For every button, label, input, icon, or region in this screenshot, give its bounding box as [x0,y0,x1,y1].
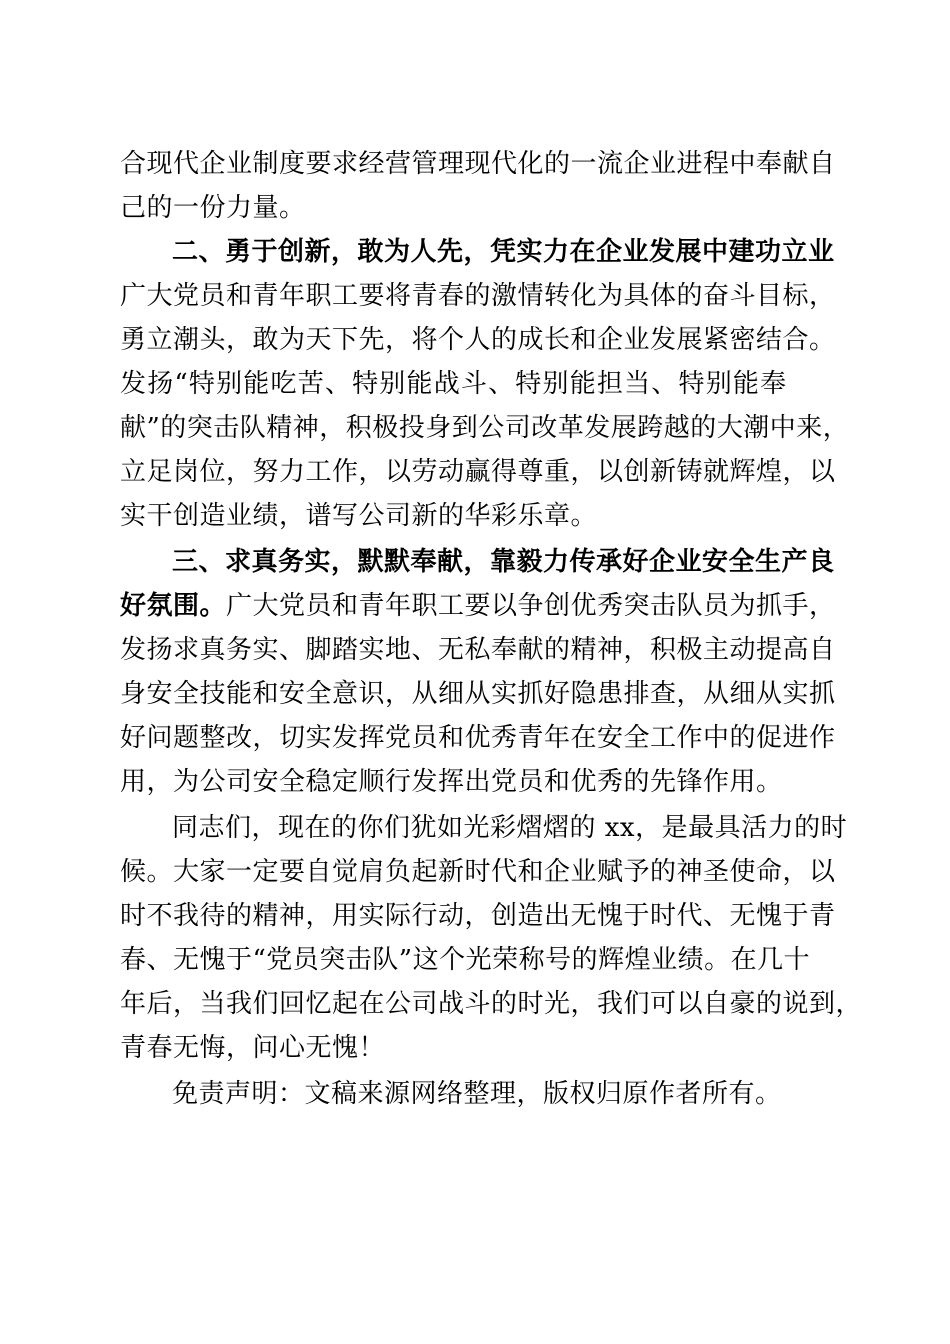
text-line: 时不我待的精神，用实际行动，创造出无愧于时代、无愧于青 [120,901,836,931]
text-line: 勇立潮头，敢为天下先，将个人的成长和企业发展紧密结合。 [120,325,836,355]
text-line: 好问题整改，切实发挥党员和优秀青年在安全工作中的促进作 [120,723,836,753]
text-line: 候。大家一定要自觉肩负起新时代和企业赋予的神圣使命，以 [120,857,836,887]
text-line-mixed [120,588,840,624]
text-line: 立足岗位，努力工作，以劳动赢得尊重，以创新铸就辉煌，以 [120,457,836,487]
text-line: 发扬“特别能吃苦、特别能战斗、特别能担当、特别能奉 [120,369,788,399]
disclaimer: 免责声明：文稿来源网络整理，版权归原作者所有。 [172,1079,782,1109]
text-line: 己的一份力量。 [120,193,306,223]
section-heading-3-tail: 好氛围。 [120,591,227,621]
text-line: 献”的突击队精神，积极投身到公司改革发展跨越的大潮中来， [120,413,850,443]
section-heading-3: 三、求真务实，默默奉献，靠毅力传承好企业安全生产良 [172,547,835,577]
text-line: 发扬求真务实、脚踏实地、无私奉献的精神，积极主动提高自 [120,635,836,665]
paragraph-start: 同志们，现在的你们犹如光彩熠熠的 xx，是最具活力的时 [172,813,848,843]
text-line: 广大党员和青年职工要将青春的激情转化为具体的奋斗目标， [120,281,836,311]
text-line: 合现代企业制度要求经营管理现代化的一流企业进程中奉献自 [120,149,836,179]
text-line: 用，为公司安全稳定顺行发挥出党员和优秀的先锋作用。 [120,767,783,797]
text-segment: 广大党员和青年职工要以争创优秀突击队员为抓手， [226,591,836,621]
text-line: 青春无悔，问心无愧！ [120,1033,386,1063]
text-line: 年后，当我们回忆起在公司战斗的时光，我们可以自豪的说到， [120,989,863,1019]
text-line: 身安全技能和安全意识，从细从实抓好隐患排查，从细从实抓 [120,679,836,709]
section-heading-2: 二、勇于创新，敢为人先，凭实力在企业发展中建功立业 [172,237,835,267]
text-line: 春、无愧于“党员突击队”这个光荣称号的辉煌业绩。在几十 [120,945,811,975]
text-line: 实干创造业绩，谱写公司新的华彩乐章。 [120,501,598,531]
